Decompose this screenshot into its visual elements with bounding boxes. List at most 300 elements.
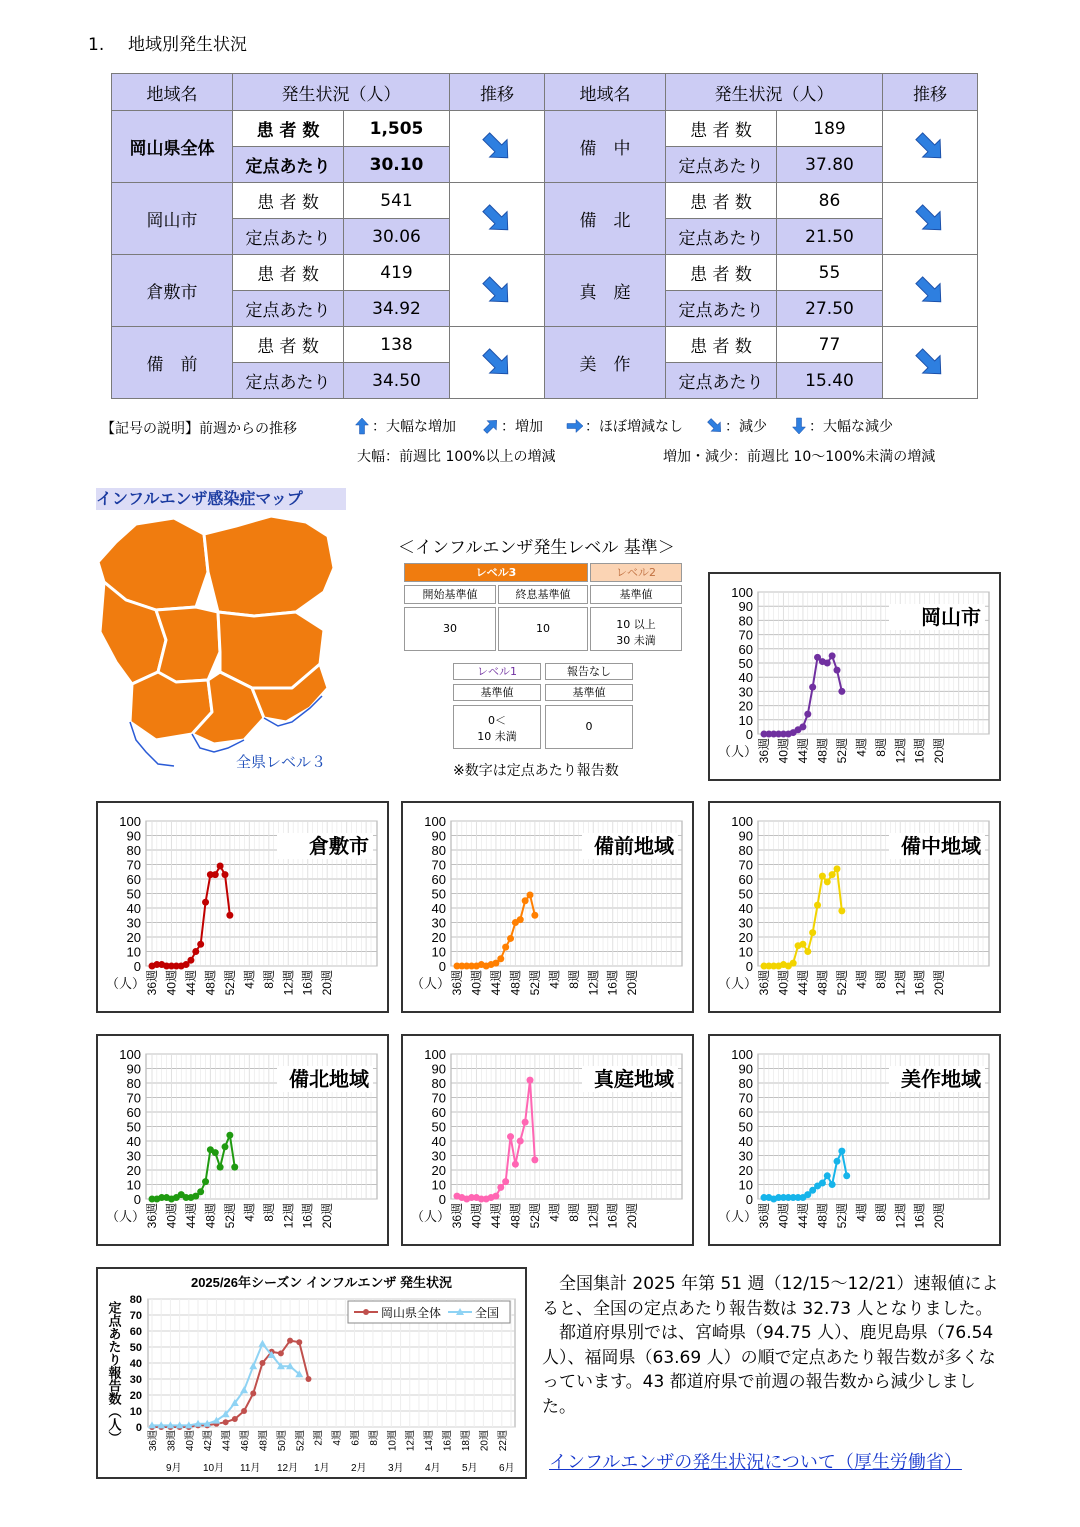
y-tick-label: 80 bbox=[126, 843, 141, 858]
y-tick-label: 70 bbox=[129, 1310, 142, 1322]
per-point-label: 定点あたり bbox=[233, 363, 344, 399]
data-point bbox=[824, 878, 831, 885]
y-tick-label: 80 bbox=[126, 1076, 141, 1091]
y-axis-label: 定点あたり報告数（人） bbox=[106, 1301, 122, 1444]
patients-label: 患 者 数 bbox=[666, 183, 777, 219]
y-tick-label: 0 bbox=[438, 1192, 446, 1207]
level1-value-line1: 0＜ bbox=[488, 714, 506, 727]
data-point bbox=[814, 902, 821, 909]
y-tick-label: 20 bbox=[431, 1163, 446, 1178]
y-tick-label: 30 bbox=[738, 1148, 753, 1164]
x-tick-label: 20週 bbox=[932, 970, 947, 996]
per-point-value: 21.50 bbox=[777, 219, 883, 255]
data-point bbox=[197, 941, 204, 948]
per-point-label: 定点あたり bbox=[666, 291, 777, 327]
data-point bbox=[507, 1133, 514, 1140]
per-point-value: 27.50 bbox=[777, 291, 883, 327]
x-tick-label: 12週 bbox=[893, 738, 908, 764]
mhlw-link[interactable]: インフルエンザの発生状況について（厚生労働省） bbox=[549, 1452, 962, 1473]
header-region-2: 地域名 bbox=[545, 74, 666, 111]
y-tick-label: 60 bbox=[126, 872, 141, 887]
x-tick-label: 16週 bbox=[912, 1203, 927, 1229]
y-tick-label: 0 bbox=[745, 959, 753, 974]
x-tick-label: 36週 bbox=[148, 1430, 159, 1452]
data-point bbox=[834, 865, 841, 872]
y-tick-label: 40 bbox=[431, 901, 446, 916]
y-tick-label: 50 bbox=[738, 886, 753, 902]
x-tick-label: 40週 bbox=[776, 970, 791, 996]
x-tick-label: 44週 bbox=[488, 970, 503, 996]
x-tick-label: 52週 bbox=[834, 1203, 849, 1229]
line-chart bbox=[710, 1036, 999, 1244]
y-tick-label: 40 bbox=[126, 1134, 141, 1149]
y-tick-label: 100 bbox=[119, 814, 141, 829]
x-tick-label: 20週 bbox=[625, 1203, 640, 1229]
x-tick-label: 40週 bbox=[776, 1203, 791, 1229]
month-label: 6月 bbox=[499, 1463, 515, 1474]
data-point bbox=[226, 912, 233, 919]
chart-kurashiki bbox=[96, 801, 389, 1013]
y-tick-label: 20 bbox=[738, 698, 753, 714]
y-tick-label: 40 bbox=[738, 1134, 753, 1149]
header-status: 発生状況（人） bbox=[233, 74, 450, 111]
x-tick-label: 12週 bbox=[281, 970, 296, 996]
patients-value: 55 bbox=[777, 255, 883, 291]
level1-header: レベル1 bbox=[453, 663, 541, 680]
chart-title: 備中地域 bbox=[901, 836, 981, 858]
patients-label: 患 者 数 bbox=[233, 255, 344, 291]
region-name: 倉敷市 bbox=[112, 255, 233, 327]
y-tick-label: 50 bbox=[126, 1119, 141, 1135]
y-tick-label: 80 bbox=[431, 843, 446, 858]
data-point bbox=[517, 1138, 524, 1145]
data-point bbox=[834, 1158, 841, 1165]
y-tick-label: 90 bbox=[738, 1061, 753, 1077]
month-label: 4月 bbox=[425, 1463, 441, 1474]
y-tick-label: 60 bbox=[431, 1105, 446, 1120]
x-tick-label: 16週 bbox=[912, 738, 927, 764]
legend-items bbox=[352, 416, 893, 436]
y-tick-label: 50 bbox=[129, 1342, 142, 1354]
trend-cell bbox=[450, 111, 545, 183]
x-tick-label: 10週 bbox=[387, 1430, 399, 1452]
y-tick-label: 50 bbox=[126, 886, 141, 902]
x-tick-label: 40週 bbox=[164, 1203, 179, 1229]
level2-value-line2: 30 未満 bbox=[616, 634, 656, 647]
x-tick-label: 52週 bbox=[834, 970, 849, 996]
x-tick-label: 4週 bbox=[854, 738, 869, 757]
decrease-arrow-icon bbox=[478, 128, 516, 166]
x-tick-label: 4週 bbox=[242, 1203, 257, 1222]
national-chart-title: 2025/26年シーズン インフルエンザ 発生状況 bbox=[190, 1275, 453, 1290]
y-unit-label: （人） bbox=[718, 744, 758, 759]
data-point bbox=[296, 1339, 302, 1345]
y-tick-label: 30 bbox=[738, 684, 753, 700]
legend-note-large: 大幅：前週比 100%以上の増減 bbox=[357, 449, 556, 465]
data-point bbox=[531, 1156, 538, 1163]
national-legend bbox=[348, 1301, 510, 1323]
x-tick-label: 38週 bbox=[166, 1430, 178, 1452]
trend-cell bbox=[450, 327, 545, 399]
chart-title: 岡山市 bbox=[921, 607, 981, 629]
per-point-label: 定点あたり bbox=[666, 219, 777, 255]
x-tick-label: 52週 bbox=[222, 1203, 237, 1229]
x-tick-label: 52週 bbox=[527, 1203, 542, 1229]
x-tick-label: 8週 bbox=[873, 738, 888, 757]
x-tick-label: 16週 bbox=[442, 1430, 454, 1452]
x-tick-label: 36週 bbox=[145, 1203, 159, 1229]
per-point-label: 定点あたり bbox=[233, 219, 344, 255]
y-tick-label: 30 bbox=[738, 915, 753, 931]
y-tick-label: 100 bbox=[731, 1047, 753, 1062]
y-tick-label: 40 bbox=[129, 1358, 142, 1370]
x-tick-label: 36週 bbox=[757, 738, 771, 764]
per-point-value: 37.80 bbox=[777, 147, 883, 183]
line-chart bbox=[403, 1036, 692, 1244]
decrease-arrow-icon bbox=[911, 344, 949, 382]
y-tick-label: 50 bbox=[738, 656, 753, 671]
data-point bbox=[202, 1178, 209, 1185]
x-tick-label: 48週 bbox=[203, 1203, 218, 1229]
table-row bbox=[112, 111, 978, 147]
y-tick-label: 20 bbox=[431, 930, 446, 945]
y-tick-label: 10 bbox=[431, 1177, 446, 1193]
y-tick-label: 30 bbox=[431, 915, 446, 931]
y-tick-label: 60 bbox=[738, 872, 753, 887]
map-caption: 全県レベル３ bbox=[236, 754, 327, 771]
data-point bbox=[819, 1180, 826, 1187]
national-paragraph-2: 都道府県別では、宮崎県（94.75 人）、鹿児島県（76.54 人）、福岡県（63.69 人）の順で定点あたり報告数が多くなっています。43 都道府県で前週の報告数から減少しました。 bbox=[542, 1323, 996, 1417]
big-increase-arrow-icon bbox=[352, 416, 372, 436]
data-point bbox=[232, 1416, 238, 1422]
chart-title: 真庭地域 bbox=[594, 1069, 674, 1091]
x-tick-label: 8週 bbox=[873, 970, 888, 989]
x-tick-label: 46週 bbox=[240, 1430, 252, 1452]
y-tick-label: 0 bbox=[745, 727, 753, 742]
level-note: ※数字は定点あたり報告数 bbox=[453, 763, 619, 779]
y-tick-label: 40 bbox=[738, 901, 753, 916]
patients-label: 患 者 数 bbox=[233, 111, 344, 147]
data-point bbox=[222, 1143, 229, 1150]
x-tick-label: 6週 bbox=[350, 1430, 362, 1446]
decrease-arrow-icon bbox=[911, 128, 949, 166]
y-tick-label: 10 bbox=[129, 1406, 142, 1418]
y-tick-label: 80 bbox=[738, 843, 753, 858]
decrease-arrow-icon bbox=[705, 416, 725, 436]
x-tick-label: 4週 bbox=[547, 970, 562, 989]
x-tick-label: 44週 bbox=[221, 1430, 233, 1452]
legend-item bbox=[789, 416, 893, 436]
x-tick-label: 4週 bbox=[854, 1203, 869, 1222]
data-point bbox=[838, 907, 845, 914]
data-point bbox=[497, 955, 504, 962]
data-point bbox=[241, 1408, 247, 1414]
x-tick-label: 44週 bbox=[488, 1203, 503, 1229]
x-tick-label: 40週 bbox=[469, 970, 484, 996]
x-tick-label: 48週 bbox=[203, 970, 218, 996]
data-point bbox=[259, 1360, 265, 1366]
y-tick-label: 70 bbox=[431, 1090, 446, 1106]
y-tick-label: 60 bbox=[129, 1326, 142, 1338]
data-point bbox=[531, 912, 538, 919]
data-point bbox=[517, 916, 524, 923]
trend-cell bbox=[450, 255, 545, 327]
y-tick-label: 30 bbox=[431, 1148, 446, 1164]
y-tick-label: 50 bbox=[431, 886, 446, 902]
y-tick-label: 40 bbox=[126, 901, 141, 916]
x-tick-label: 12週 bbox=[405, 1430, 417, 1452]
patients-value: 541 bbox=[344, 183, 450, 219]
chart-title: 倉敷市 bbox=[309, 836, 369, 858]
x-tick-label: 52週 bbox=[295, 1430, 307, 1452]
level1-base-label: 基準値 bbox=[453, 684, 541, 701]
legend-item-label: ：ほぼ増減なし bbox=[585, 419, 683, 435]
legend-item bbox=[705, 416, 767, 436]
level-title: ＜インフルエンザ発生レベル 基準＞ bbox=[398, 538, 675, 558]
data-point bbox=[838, 1148, 845, 1155]
y-tick-label: 70 bbox=[126, 857, 141, 873]
x-tick-label: 36週 bbox=[757, 970, 771, 996]
y-tick-label: 100 bbox=[731, 814, 753, 829]
trend-cell bbox=[450, 183, 545, 255]
patients-value: 77 bbox=[777, 327, 883, 363]
no-report-value: 0 bbox=[545, 705, 633, 749]
x-tick-label: 16週 bbox=[300, 1203, 315, 1229]
y-tick-label: 90 bbox=[431, 1061, 446, 1077]
flat-arrow-icon bbox=[565, 416, 585, 436]
y-tick-label: 50 bbox=[738, 1119, 753, 1135]
x-tick-label: 20週 bbox=[932, 738, 947, 764]
x-tick-label: 44週 bbox=[795, 738, 810, 764]
x-tick-label: 20週 bbox=[625, 970, 640, 996]
line-chart bbox=[98, 1036, 387, 1244]
data-point bbox=[804, 711, 811, 718]
y-tick-label: 10 bbox=[738, 1177, 753, 1193]
data-point bbox=[834, 667, 841, 674]
y-tick-label: 0 bbox=[135, 1422, 142, 1434]
data-point bbox=[187, 957, 194, 964]
trend-cell bbox=[883, 327, 978, 399]
line-chart bbox=[98, 803, 387, 1011]
increase-arrow-icon bbox=[481, 416, 501, 436]
data-point bbox=[231, 1164, 238, 1171]
month-label: 3月 bbox=[388, 1463, 404, 1474]
chart-bizen bbox=[401, 801, 694, 1013]
data-point bbox=[829, 652, 836, 659]
y-tick-label: 30 bbox=[126, 1148, 141, 1164]
chart-title: 美作地域 bbox=[901, 1069, 981, 1091]
month-label: 9月 bbox=[166, 1463, 182, 1474]
data-point bbox=[809, 684, 816, 691]
y-tick-label: 90 bbox=[738, 828, 753, 844]
per-point-label: 定点あたり bbox=[666, 147, 777, 183]
level2-value-line1: 10 以上 bbox=[616, 618, 656, 631]
section-number: 1. bbox=[88, 35, 105, 55]
trend-cell bbox=[883, 255, 978, 327]
x-tick-label: 20週 bbox=[932, 1203, 947, 1229]
line-chart bbox=[710, 574, 999, 779]
decrease-arrow-icon bbox=[478, 344, 516, 382]
region-name: 美 作 bbox=[545, 327, 666, 399]
x-tick-label: 50週 bbox=[276, 1430, 288, 1452]
x-tick-label: 36週 bbox=[757, 1203, 771, 1229]
y-tick-label: 90 bbox=[126, 1061, 141, 1077]
data-point bbox=[497, 1184, 504, 1191]
data-point bbox=[212, 1149, 219, 1156]
x-tick-label: 44週 bbox=[183, 1203, 198, 1229]
legend-prefix: 【記号の説明】前週からの推移 bbox=[101, 421, 297, 437]
x-tick-label: 8週 bbox=[261, 970, 276, 989]
region-name: 真 庭 bbox=[545, 255, 666, 327]
x-tick-label: 8週 bbox=[261, 1203, 276, 1222]
chart-bicchu bbox=[708, 801, 1001, 1013]
x-tick-label: 12週 bbox=[586, 1203, 601, 1229]
level3-header: レベル3 bbox=[404, 563, 588, 582]
month-label: 1月 bbox=[314, 1463, 330, 1474]
per-point-label: 定点あたり bbox=[233, 291, 344, 327]
x-tick-label: 8週 bbox=[368, 1430, 380, 1446]
chart-okayama-city bbox=[708, 572, 1001, 781]
x-tick-label: 4週 bbox=[854, 970, 869, 989]
y-tick-label: 10 bbox=[738, 944, 753, 960]
data-point bbox=[829, 1181, 836, 1188]
data-point bbox=[809, 929, 816, 936]
legend-item bbox=[565, 416, 683, 436]
table-row bbox=[112, 255, 978, 291]
x-tick-label: 16週 bbox=[605, 970, 620, 996]
level1-value-line2: 10 未満 bbox=[477, 730, 517, 743]
y-tick-label: 50 bbox=[431, 1119, 446, 1135]
data-point bbox=[250, 1390, 256, 1396]
x-tick-label: 48週 bbox=[258, 1430, 270, 1452]
y-tick-label: 10 bbox=[126, 944, 141, 960]
patients-value: 86 bbox=[777, 183, 883, 219]
x-tick-label: 36週 bbox=[450, 970, 464, 996]
big-decrease-arrow-icon bbox=[789, 416, 809, 436]
data-point bbox=[217, 1164, 224, 1171]
month-label: 10月 bbox=[203, 1463, 225, 1474]
patients-value: 189 bbox=[777, 111, 883, 147]
national-line-chart bbox=[98, 1269, 525, 1477]
data-point bbox=[824, 1172, 831, 1179]
y-tick-label: 30 bbox=[129, 1374, 142, 1386]
x-tick-label: 16週 bbox=[912, 970, 927, 996]
x-tick-label: 16週 bbox=[605, 1203, 620, 1229]
data-point bbox=[502, 1178, 509, 1185]
x-tick-label: 44週 bbox=[795, 1203, 810, 1229]
data-point bbox=[799, 941, 806, 948]
y-tick-label: 30 bbox=[126, 915, 141, 931]
x-tick-label: 8週 bbox=[566, 1203, 581, 1222]
y-tick-label: 60 bbox=[738, 641, 753, 657]
y-tick-label: 80 bbox=[738, 613, 753, 629]
y-tick-label: 100 bbox=[424, 1047, 446, 1062]
header-status-2: 発生状況（人） bbox=[666, 74, 883, 111]
x-tick-label: 40週 bbox=[164, 970, 179, 996]
y-tick-label: 100 bbox=[731, 585, 753, 600]
month-label: 2月 bbox=[351, 1463, 367, 1474]
x-tick-label: 44週 bbox=[795, 970, 810, 996]
y-tick-label: 100 bbox=[424, 814, 446, 829]
per-point-value: 30.10 bbox=[344, 147, 450, 183]
level3-start-value: 30 bbox=[404, 607, 496, 651]
no-report-header: 報告なし bbox=[545, 663, 633, 680]
x-tick-label: 12週 bbox=[893, 1203, 908, 1229]
x-tick-label: 48週 bbox=[815, 738, 830, 764]
data-point bbox=[502, 944, 509, 951]
y-tick-label: 60 bbox=[126, 1105, 141, 1120]
chart-maniwa bbox=[401, 1034, 694, 1246]
x-tick-label: 52週 bbox=[527, 970, 542, 996]
decrease-arrow-icon bbox=[911, 200, 949, 238]
y-tick-label: 20 bbox=[126, 930, 141, 945]
y-tick-label: 20 bbox=[738, 1163, 753, 1178]
level1-value bbox=[453, 705, 541, 749]
y-unit-label: （人） bbox=[411, 976, 451, 991]
y-unit-label: （人） bbox=[718, 976, 758, 991]
data-point bbox=[192, 948, 199, 955]
x-tick-label: 14週 bbox=[424, 1430, 436, 1452]
y-tick-label: 40 bbox=[738, 670, 753, 686]
data-point bbox=[222, 871, 229, 878]
decrease-arrow-icon bbox=[478, 200, 516, 238]
y-tick-label: 70 bbox=[431, 857, 446, 873]
y-tick-label: 70 bbox=[738, 1090, 753, 1106]
trend-cell bbox=[883, 111, 978, 183]
region-name: 岡山県全体 bbox=[112, 111, 233, 183]
month-label: 12月 bbox=[277, 1463, 299, 1474]
line-chart bbox=[403, 803, 692, 1011]
data-point bbox=[790, 960, 797, 967]
x-tick-label: 48週 bbox=[815, 1203, 830, 1229]
trend-cell bbox=[883, 183, 978, 255]
y-tick-label: 90 bbox=[738, 599, 753, 615]
patients-value: 419 bbox=[344, 255, 450, 291]
x-tick-label: 40週 bbox=[184, 1430, 196, 1452]
x-tick-label: 4週 bbox=[332, 1430, 344, 1446]
level2-header: レベル2 bbox=[590, 563, 682, 582]
region-name: 備 北 bbox=[545, 183, 666, 255]
y-tick-label: 70 bbox=[738, 857, 753, 873]
data-point bbox=[226, 1132, 233, 1139]
x-tick-label: 20週 bbox=[479, 1430, 491, 1452]
x-tick-label: 52週 bbox=[834, 738, 849, 764]
y-tick-label: 20 bbox=[126, 1163, 141, 1178]
y-tick-label: 10 bbox=[431, 944, 446, 960]
data-point bbox=[799, 723, 806, 730]
x-tick-label: 18週 bbox=[460, 1430, 472, 1452]
chart-title: 備前地域 bbox=[594, 836, 674, 858]
per-point-label: 定点あたり bbox=[233, 147, 344, 183]
y-tick-label: 10 bbox=[126, 1177, 141, 1193]
table-row bbox=[112, 327, 978, 363]
chart-mimasaka bbox=[708, 1034, 1001, 1246]
section-title bbox=[88, 30, 247, 55]
month-label: 5月 bbox=[462, 1463, 478, 1474]
y-tick-label: 10 bbox=[738, 712, 753, 728]
data-point bbox=[305, 1376, 311, 1382]
y-tick-label: 40 bbox=[431, 1134, 446, 1149]
per-point-value: 34.92 bbox=[344, 291, 450, 327]
x-tick-label: 42週 bbox=[203, 1430, 215, 1452]
y-tick-label: 80 bbox=[431, 1076, 446, 1091]
data-point bbox=[202, 899, 209, 906]
patients-label: 患 者 数 bbox=[233, 327, 344, 363]
data-point bbox=[829, 871, 836, 878]
national-summary bbox=[542, 1272, 1000, 1419]
x-tick-label: 20週 bbox=[320, 970, 335, 996]
x-tick-label: 40週 bbox=[776, 738, 791, 764]
